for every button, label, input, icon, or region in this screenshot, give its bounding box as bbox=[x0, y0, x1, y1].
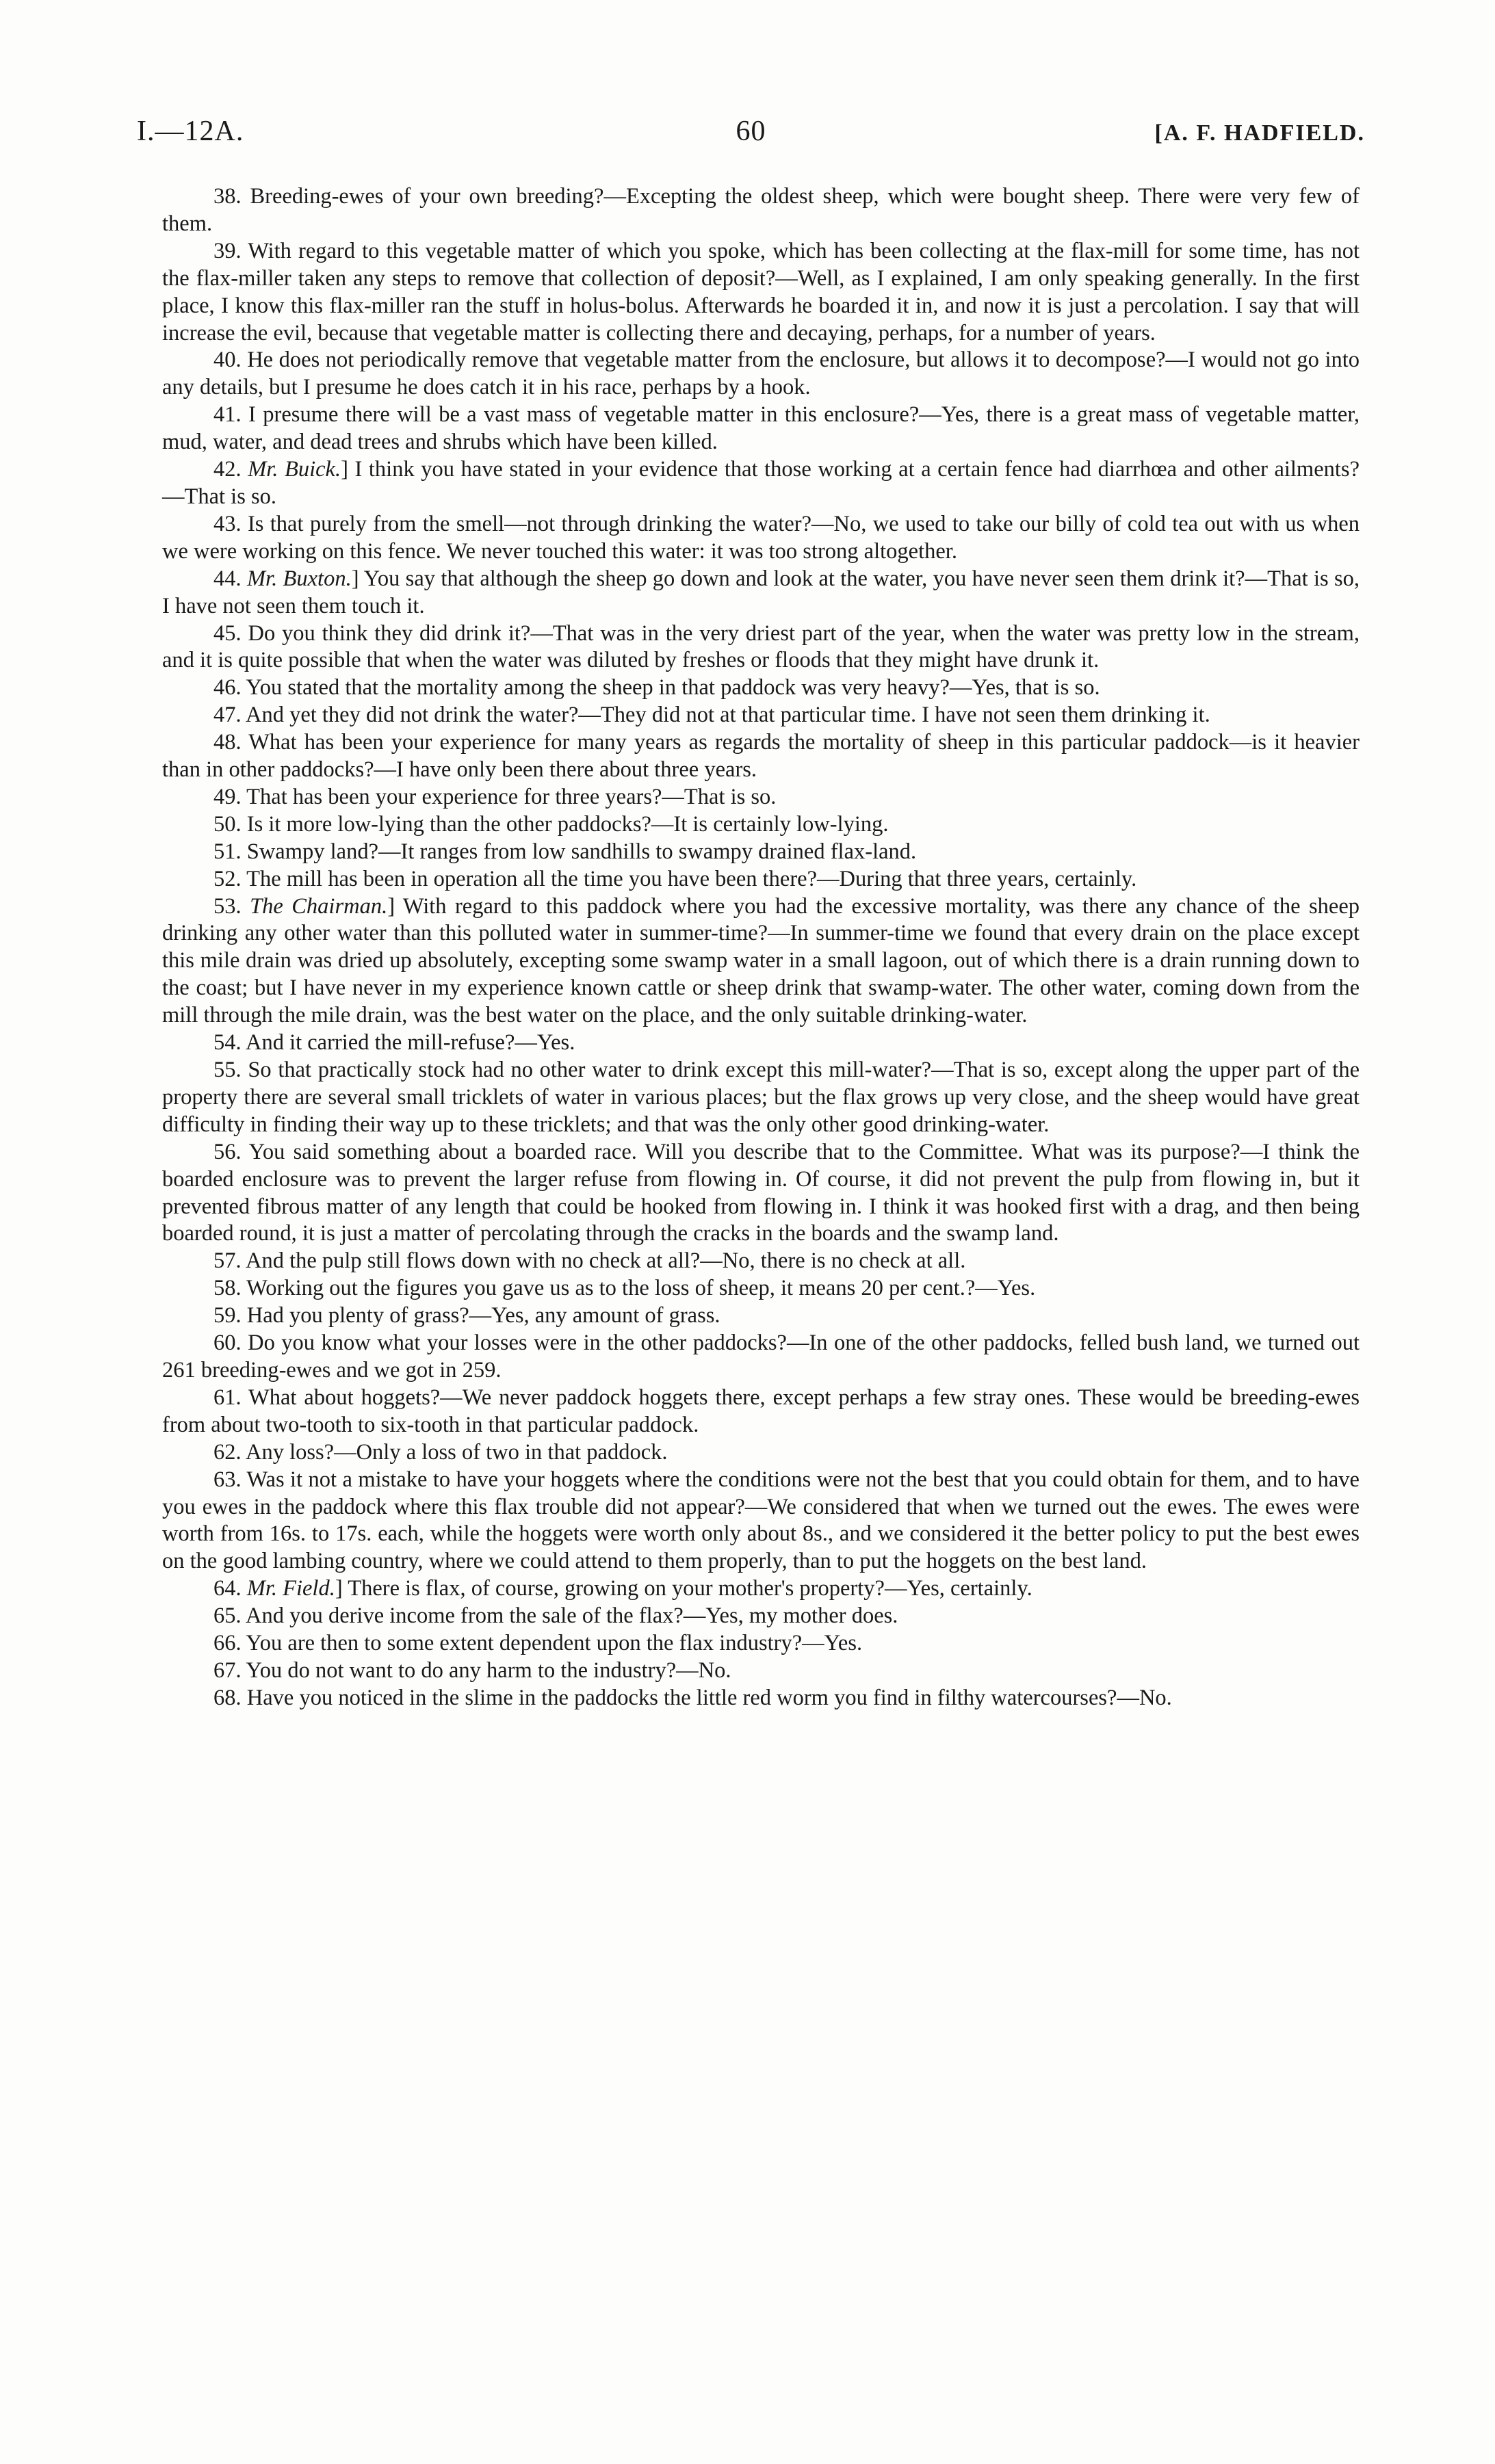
question-answer-text: Working out the figures you gave us as to the loss of sheep, it means 20 per cent.?—Yes. bbox=[246, 1276, 1036, 1301]
page-number: 60 bbox=[736, 116, 766, 147]
question-answer-text: And you derive income from the sale of the flax?—Yes, my mother does. bbox=[245, 1603, 898, 1629]
question-answer-text: Do you think they did drink it?—That was in the very driest part of the year, when the water was pretty low in the stream, and it is quite possible that when the water was diluted by freshes or floods that they might have drunk it. bbox=[162, 620, 1360, 673]
evidence-paragraph: 53. The Chairman.] With regard to this paddock where you had the excessive mortality, was there any chance of the sheep drinking any other water than this polluted water in summer-time?—In summer-time we found that every drain on the place except this mile drain was dried up absolutely, excepting some swamp water in a small lagoon, out of which there is a drain running down to the coast; but I have never in my experience known cattle or sheep drink that swamp-water. The other water, coming down from the mill through the mile drain, was the best water on the place, and the only suitable drinking-water. bbox=[162, 893, 1360, 1028]
evidence-paragraph bbox=[162, 1302, 1360, 1330]
question-answer-text: Had you plenty of grass?—Yes, any amount of grass. bbox=[246, 1303, 720, 1328]
question-answer-text: He does not periodically remove that vegetable matter from the enclosure, but allows it to decompose?—I would not go into any details, but I presume he does catch it in his race, perhaps by a hook. bbox=[162, 348, 1360, 400]
question-number: 45. bbox=[213, 620, 242, 646]
evidence-paragraph bbox=[162, 674, 1360, 702]
question-number: 61. bbox=[213, 1385, 242, 1410]
question-number: 57. bbox=[213, 1248, 242, 1274]
question-number: 50. bbox=[213, 811, 242, 837]
question-number: 68. bbox=[213, 1685, 242, 1710]
speaker-name: Mr. Buick. bbox=[248, 457, 341, 482]
speaker-name: The Chairman. bbox=[250, 893, 388, 919]
question-number: 40. bbox=[213, 348, 242, 373]
question-number: 56. bbox=[213, 1139, 242, 1164]
evidence-paragraph bbox=[162, 1248, 1360, 1275]
question-number: 53. bbox=[213, 893, 242, 919]
evidence-paragraph bbox=[162, 1030, 1360, 1057]
question-number: 47. bbox=[213, 703, 242, 728]
evidence-paragraph bbox=[162, 1275, 1360, 1302]
evidence-paragraph bbox=[162, 811, 1360, 839]
question-answer-text: Breeding-ewes of your own breeding?—Excepting the oldest sheep, which were bought sheep. There were very few of them. bbox=[162, 184, 1360, 236]
question-number: 59. bbox=[213, 1303, 242, 1328]
question-answer-text: And the pulp still flows down with no check at all?—No, there is no check at all. bbox=[245, 1248, 966, 1274]
question-answer-text: I presume there will be a vast mass of vegetable matter in this enclosure?—Yes, there is a great mass of vegetable matter, mud, water, and dead trees and shrubs which have been killed. bbox=[162, 402, 1360, 455]
witness-name: [A. F. HADFIELD. bbox=[1154, 120, 1365, 146]
question-number: 55. bbox=[213, 1058, 242, 1082]
question-answer-text: Swampy land?—It ranges from low sandhills to swampy drained flax-land. bbox=[246, 839, 917, 864]
question-answer-text: What has been your experience for many years as regards the mortality of sheep in this particular paddock—is it heavier than in other paddocks?—I have only been there about three years. bbox=[162, 730, 1360, 783]
question-answer-text: There is flax, of course, growing on your mother's property?—Yes, certainly. bbox=[348, 1576, 1032, 1601]
question-number: 63. bbox=[213, 1467, 242, 1492]
evidence-paragraph bbox=[162, 347, 1360, 402]
question-number: 60. bbox=[213, 1331, 242, 1356]
speaker-name: Mr. Buxton. bbox=[246, 566, 352, 591]
question-answer-text: So that practically stock had no other water to drink except this mill-water?—That is so, except along the upper part of the property there are several small tricklets of water in various places; but the flax grows up very close, and the sheep would have great difficulty in finding their way up to these tricklets; and that was the only other good drinking-water. bbox=[162, 1058, 1360, 1137]
question-number: 44. bbox=[213, 566, 242, 591]
evidence-paragraph bbox=[162, 1603, 1360, 1630]
question-answer-text: You say that although the sheep go down and look at the water, you have never seen them drink it?—That is so, I have not seen them touch it. bbox=[162, 566, 1360, 618]
evidence-paragraph bbox=[162, 402, 1360, 456]
evidence-body bbox=[162, 183, 1360, 1712]
evidence-paragraph: 64. Mr. Field.] There is flax, of course, growing on your mother's property?—Yes, certainly. bbox=[213, 1576, 1032, 1601]
question-answer-text: With regard to this paddock where you had the excessive mortality, was there any chance of the sheep drinking any other water than this polluted water in summer-time?—In summer-time we found that every drain on the place except this mile drain was dried up absolutely, excepting some swamp water in a small lagoon, out of which there is a drain running down to the coast; but I have never in my experience known cattle or sheep drink that swamp-water. The other water, coming down from the mill through the mile drain, was the best water on the place, and the only suitable drinking-water. bbox=[162, 893, 1360, 1028]
question-answer-text: I think you have stated in your evidence that those working at a certain fence had diarrhœa and other ailments?—That is so. bbox=[162, 457, 1360, 509]
question-number: 52. bbox=[213, 866, 242, 891]
question-number: 67. bbox=[213, 1657, 242, 1683]
evidence-paragraph: 44. Mr. Buxton.] You say that although the sheep go down and look at the water, you have never seen them drink it?—That is so, I have not seen them touch it. bbox=[162, 566, 1360, 618]
evidence-paragraph bbox=[162, 784, 1360, 811]
evidence-paragraph bbox=[162, 1330, 1360, 1385]
question-number: 38. bbox=[213, 184, 242, 209]
evidence-paragraph bbox=[162, 183, 1360, 238]
evidence-paragraph bbox=[162, 1657, 1360, 1685]
question-answer-text: You do not want to do any harm to the industry?—No. bbox=[246, 1657, 731, 1683]
question-number: 51. bbox=[213, 839, 242, 864]
question-answer-text: Is it more low-lying than the other paddocks?—It is certainly low-lying. bbox=[246, 811, 889, 837]
question-number: 64. bbox=[213, 1576, 242, 1601]
question-number: 49. bbox=[213, 784, 242, 809]
question-answer-text: Was it not a mistake to have your hoggets where the conditions were not the best that you could obtain for them, and to have you ewes in the paddock where this flax trouble did not appear?—We considered that when we turned out the ewes. The ewes were worth from 16s. to 17s. each, while the hoggets were worth only about 8s., and we considered it the better policy to put the best ewes on the good lambing country, where we could attend to them properly, than to put the hoggets on the best land. bbox=[162, 1467, 1360, 1574]
speaker-name: Mr. Field. bbox=[246, 1576, 335, 1601]
question-answer-text: With regard to this vegetable matter of which you spoke, which has been collecting at the flax-mill for some time, has not the flax-miller taken any steps to remove that collection of deposit?—Well, as I explained, I am only speaking generally. In the first place, I know this flax-miller ran the stuff in holus-bolus. Afterwards he boarded it in, and now it is just a percolation. I say that will increase the evil, because that vegetable matter is collecting there and decaying, perhaps, for a number of years. bbox=[162, 238, 1360, 345]
question-number: 65. bbox=[213, 1603, 242, 1629]
evidence-paragraph bbox=[162, 839, 1360, 866]
question-number: 48. bbox=[213, 730, 242, 755]
question-number: 43. bbox=[213, 511, 242, 536]
evidence-paragraph bbox=[162, 1467, 1360, 1576]
evidence-paragraph bbox=[162, 1385, 1360, 1439]
evidence-paragraph bbox=[162, 866, 1360, 893]
paper-reference: I.—12A. bbox=[137, 116, 244, 147]
question-number: 62. bbox=[213, 1439, 242, 1465]
evidence-paragraph bbox=[162, 729, 1360, 784]
question-number: 39. bbox=[213, 238, 242, 263]
evidence-paragraph bbox=[162, 1685, 1360, 1712]
question-number: 41. bbox=[213, 402, 242, 428]
question-number: 42. bbox=[213, 457, 242, 482]
evidence-paragraph bbox=[162, 238, 1360, 348]
question-number: 46. bbox=[213, 675, 242, 700]
question-answer-text: And it carried the mill-refuse?—Yes. bbox=[245, 1030, 575, 1056]
evidence-paragraph: 42. Mr. Buick.] I think you have stated in your evidence that those working at a certain fence had diarrhœa and other ailments?—That is so. bbox=[162, 457, 1360, 509]
page-header bbox=[137, 115, 1365, 156]
question-answer-text: You said something about a boarded race. Will you describe that to the Committee. What was its purpose?—I think the boarded enclosure was to prevent the larger refuse from flowing in. Of course, it did not prevent the pulp from flowing in, but it prevented fibrous matter of any length that could be hooked from flowing in. I think it was hooked first with a drag, and then being boarded round, it is just a matter of percolating through the cracks in the boards and the swamp land. bbox=[162, 1139, 1360, 1246]
evidence-paragraph bbox=[162, 1139, 1360, 1248]
question-answer-text: You stated that the mortality among the sheep in that paddock was very heavy?—Yes, that is so. bbox=[246, 675, 1100, 700]
evidence-paragraph bbox=[162, 511, 1360, 566]
question-answer-text: What about hoggets?—We never paddock hoggets there, except perhaps a few stray ones. These would be breeding-ewes from about two-tooth to six-tooth in that particular paddock. bbox=[162, 1385, 1360, 1437]
question-number: 58. bbox=[213, 1276, 242, 1301]
evidence-paragraph bbox=[162, 1630, 1360, 1657]
question-answer-text: Do you know what your losses were in the other paddocks?—In one of the other paddocks, felled bush land, we turned out 261 breeding-ewes and we got in 259. bbox=[162, 1331, 1360, 1382]
question-number: 54. bbox=[213, 1030, 242, 1056]
evidence-paragraph bbox=[162, 1057, 1360, 1139]
question-answer-text: Have you noticed in the slime in the paddocks the little red worm you find in filthy watercourses?—No. bbox=[246, 1685, 1172, 1710]
question-answer-text: The mill has been in operation all the time you have been there?—During that three years, certainly. bbox=[246, 866, 1137, 891]
question-answer-text: That has been your experience for three years?—That is so. bbox=[246, 784, 777, 809]
question-answer-text: And yet they did not drink the water?—They did not at that particular time. I have not seen them drinking it. bbox=[245, 703, 1210, 728]
question-answer-text: Is that purely from the smell—not through drinking the water?—No, we used to take our billy of cold tea out with us when we were working on this fence. We never touched this water: it was too strong altogether. bbox=[162, 511, 1360, 564]
evidence-paragraph bbox=[162, 702, 1360, 729]
question-answer-text: Any loss?—Only a loss of two in that paddock. bbox=[245, 1439, 668, 1465]
question-answer-text: You are then to some extent dependent upon the flax industry?—Yes. bbox=[246, 1631, 863, 1656]
evidence-paragraph bbox=[162, 1439, 1360, 1467]
evidence-paragraph bbox=[162, 620, 1360, 675]
question-number: 66. bbox=[213, 1631, 242, 1656]
